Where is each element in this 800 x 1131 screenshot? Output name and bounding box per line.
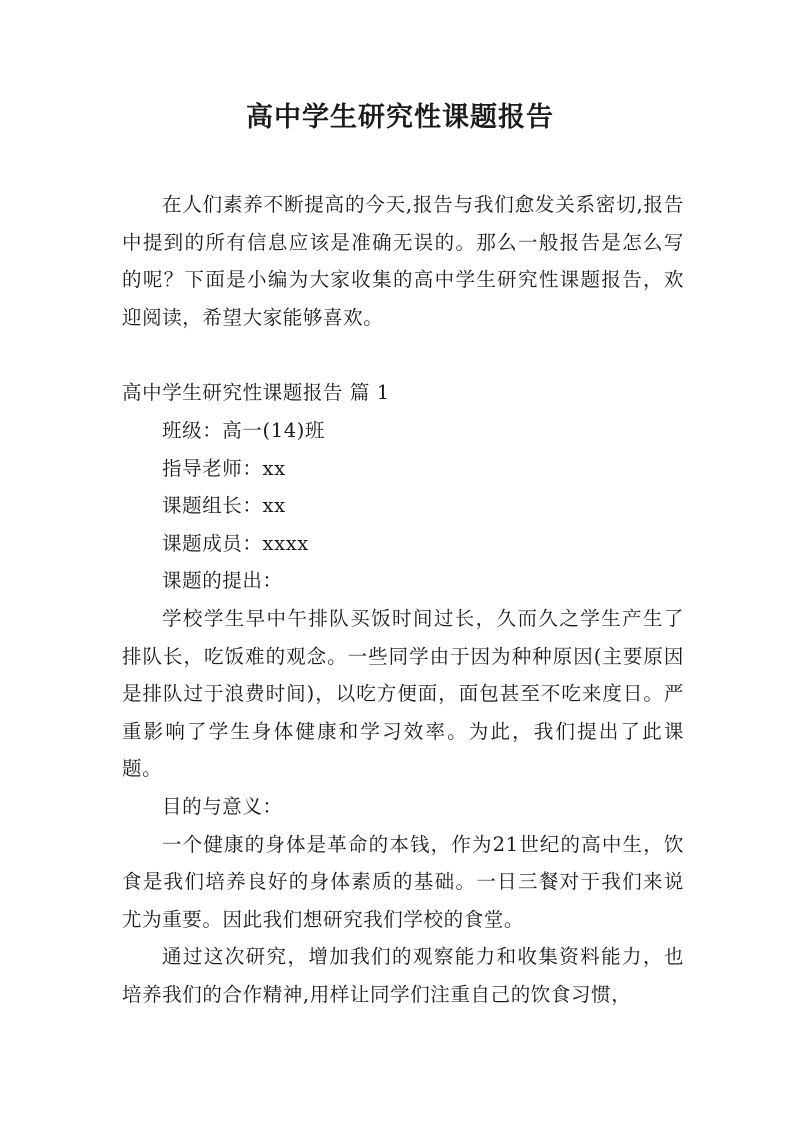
origin-paragraph: 学校学生早中午排队买饭时间过长，久而久之学生产生了排队长，吃饭难的观念。一些同学由于因为种种原因(主要原因是排队过于浪费时间)，以吃方便面，面包甚至不吃来度日。严重影响了学生身体健康和学习效率。为此，我们提出了此课题。 bbox=[122, 606, 684, 781]
purpose-paragraph-1: 一个健康的身体是革命的本钱，作为21世纪的高中生，饮食是我们培养良好的身体素质的基础。一日三餐对于我们来说尤为重要。因此我们想研究我们学校的食堂。 bbox=[122, 832, 684, 931]
document-title: 高中学生研究性课题报告 bbox=[246, 102, 554, 133]
members-line: 课题成员：xxxx bbox=[162, 531, 309, 555]
advisor-line: 指导老师：xx bbox=[162, 456, 286, 480]
paragraph-spacer bbox=[122, 336, 684, 374]
intro-paragraph: 在人们素养不断提高的今天,报告与我们愈发关系密切,报告中提到的所有信息应该是准确无误的。那么一般报告是怎么写的呢？下面是小编为大家收集的高中学生研究性课题报告，欢迎阅读，希望大家能够喜欢。 bbox=[122, 193, 684, 329]
leader-line: 课题组长：xx bbox=[162, 494, 286, 518]
origin-heading: 课题的提出： bbox=[162, 569, 283, 593]
section-heading: 高中学生研究性课题报告 篇 1 bbox=[122, 381, 390, 405]
purpose-paragraph-2: 通过这次研究，增加我们的观察能力和收集资料能力，也培养我们的合作精神,用样让同学们注重自己的饮食习惯， bbox=[122, 945, 684, 1006]
purpose-heading: 目的与意义： bbox=[162, 794, 283, 818]
document-body bbox=[122, 186, 684, 1013]
class-line: 班级：高一(14)班 bbox=[162, 418, 326, 442]
